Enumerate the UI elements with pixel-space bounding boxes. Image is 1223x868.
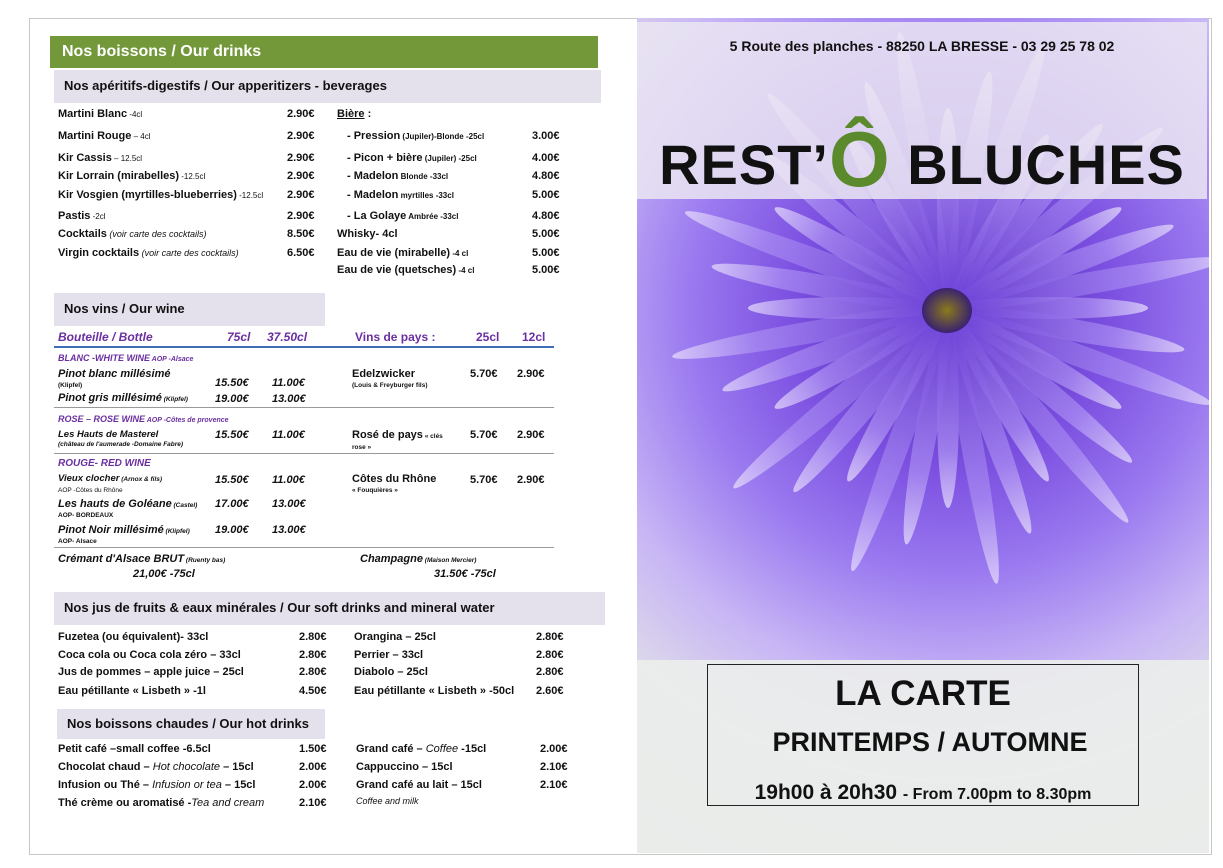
pinot-noir-37: 13.00€ — [272, 524, 306, 536]
soft-drink-price: 2.80€ — [299, 666, 327, 678]
cotes-25: 5.70€ — [470, 474, 498, 486]
vieux-name: Vieux clocher (Arnox & fils) — [58, 473, 163, 484]
hot-drink-item: Infusion ou Thé – Infusion or tea – 15cl — [58, 779, 256, 791]
cotes-name: Côtes du Rhône — [352, 473, 437, 485]
restaurant-address: 5 Route des planches - 88250 LA BRESSE - 03 29 25 78 02 — [729, 38, 1115, 54]
wine-head-12: 12cl — [522, 330, 546, 344]
cotes-12: 2.90€ — [517, 474, 545, 486]
beer-spirit-item: Whisky- 4cl — [337, 228, 398, 240]
pinot-noir-name: Pinot Noir millésimé (Klipfel) — [58, 524, 190, 536]
beer-spirit-item: - Picon + bière (Jupiler) -25cl — [347, 152, 477, 164]
rose-pays-name: Rosé de pays « clés — [352, 429, 443, 441]
aperitif-price: 2.90€ — [287, 130, 315, 142]
aperitif-price: 2.90€ — [287, 108, 315, 120]
aperitif-item: Kir Cassis – 12.5cl — [58, 152, 143, 164]
hot-drink-item: Grand café – Coffee -15cl — [356, 743, 487, 755]
soft-drink-price: 2.80€ — [536, 649, 564, 661]
edelzwicker-12: 2.90€ — [517, 368, 545, 380]
edelzwicker-25: 5.70€ — [470, 368, 498, 380]
pinot-gris-37: 13.00€ — [272, 393, 306, 405]
carte-title: LA CARTE — [835, 674, 1011, 713]
masterel-name: Les Hauts de Masterel — [58, 429, 159, 440]
aperitif-item: Pastis -2cl — [58, 210, 106, 222]
blanc-label: BLANC -WHITE WINE AOP -Alsace — [58, 353, 194, 363]
vieux-75: 15.50€ — [215, 474, 249, 486]
aperitif-item: Martini Rouge – 4cl — [58, 130, 151, 142]
beer-spirit-price: 5.00€ — [532, 247, 560, 259]
aperitif-price: 8.50€ — [287, 228, 315, 240]
pinot-gris-name: Pinot gris millésimé (Klipfel) — [58, 392, 188, 404]
beer-spirit-item: Eau de vie (mirabelle) -4 cl — [337, 247, 469, 259]
cremant-name: Crémant d'Alsace BRUT (Ruenty bas) — [58, 553, 226, 565]
soft-drink-item: Fuzetea (ou équivalent)- 33cl — [58, 631, 209, 643]
beer-spirit-price: 5.00€ — [532, 264, 560, 276]
hot-drink-price: 2.00€ — [299, 761, 327, 773]
wine-head-pays: Vins de pays : — [355, 330, 436, 344]
wine-rule-2 — [54, 453, 554, 454]
edelzwicker-name: Edelzwicker — [352, 368, 415, 380]
aperitif-item: Virgin cocktails (voir carte des cocktails) — [58, 247, 239, 259]
champagne-name: Champagne (Maison Mercier) — [360, 553, 477, 565]
wine-head-75: 75cl — [227, 330, 251, 344]
hot-section-title: Nos boissons chaudes / Our hot drinks — [57, 709, 325, 739]
aperitif-item: Martini Blanc -4cl — [58, 108, 143, 120]
wine-head-25: 25cl — [476, 330, 500, 344]
rose-pays-maker2: rose » — [352, 444, 372, 451]
soft-section-title: Nos jus de fruits & eaux minérales / Our soft drinks and mineral water — [54, 592, 605, 625]
soft-drink-item: Eau pétillante « Lisbeth » -50cl — [354, 685, 515, 697]
wine-head-rule — [54, 346, 554, 348]
flower-center — [922, 288, 972, 333]
wine-rule-1 — [54, 407, 554, 408]
pinot-noir-75: 19.00€ — [215, 524, 249, 536]
goleane-37: 13.00€ — [272, 498, 306, 510]
pinot-blanc-name: Pinot blanc millésimé — [58, 368, 171, 380]
masterel-maker: (château de l'aumerade -Domaine Fabre) — [58, 441, 184, 448]
aperitifs-section-title: Nos apéritifs-digestifs / Our apperitizers - beverages — [54, 70, 601, 103]
hot-drink-price: 2.10€ — [299, 797, 327, 809]
goleane-name: Les hauts de Goléane (Castel) — [58, 498, 198, 510]
aperitif-price: 2.90€ — [287, 210, 315, 222]
pinot-gris-75: 19.00€ — [215, 393, 249, 405]
aperitif-price: 2.90€ — [287, 152, 315, 164]
beer-spirit-item: - Madelon Blonde -33cl — [347, 170, 449, 182]
beer-spirit-price: 5.00€ — [532, 228, 560, 240]
soft-drink-price: 2.80€ — [299, 631, 327, 643]
goleane-75: 17.00€ — [215, 498, 249, 510]
beer-spirit-price: 3.00€ — [532, 130, 560, 142]
wine-section-title: Nos vins / Our wine — [54, 293, 325, 326]
hot-drink-item: Grand café au lait – 15cl — [356, 779, 482, 791]
soft-drink-price: 2.80€ — [536, 666, 564, 678]
soft-drink-price: 2.60€ — [536, 685, 564, 697]
pinot-blanc-maker: (Klipfel) — [58, 382, 83, 389]
beer-spirit-price: 4.80€ — [532, 210, 560, 222]
beer-spirit-item: - Madelon myrtilles -33cl — [347, 189, 454, 201]
pinot-blanc-75: 15.50€ — [215, 377, 249, 389]
aperitif-item: Kir Lorrain (mirabelles) -12.5cl — [58, 170, 206, 182]
soft-drink-price: 2.80€ — [536, 631, 564, 643]
hot-drink-price: 2.00€ — [299, 779, 327, 791]
carte-hours: 19h00 à 20h30 - From 7.00pm to 8.30pm — [754, 781, 1092, 804]
vieux-37: 11.00€ — [272, 474, 305, 486]
wine-head-bottle: Bouteille / Bottle — [58, 330, 153, 344]
beer-spirit-price: 5.00€ — [532, 189, 560, 201]
hot-drink-item: Cappuccino – 15cl — [356, 761, 453, 773]
aperitif-price: 2.90€ — [287, 189, 315, 201]
restaurant-logo: REST’Ô BLUCHES — [659, 115, 1185, 203]
beer-spirit-item: Eau de vie (quetsches) -4 cl — [337, 264, 475, 276]
hot-drink-item: Petit café –small coffee -6.5cl — [58, 743, 211, 755]
hot-drink-price: 2.00€ — [540, 743, 568, 755]
aperitif-item: Cocktails (voir carte des cocktails) — [58, 228, 207, 240]
rouge-label: ROUGE- RED WINE — [58, 458, 151, 469]
beer-spirit-item: - Pression (Jupiler)-Blonde -25cl — [347, 130, 485, 142]
aperitif-item: Kir Vosgien (myrtilles-blueberries) -12.5cl — [58, 189, 264, 201]
masterel-37: 11.00€ — [272, 429, 305, 441]
aperitif-price: 2.90€ — [287, 170, 315, 182]
aperitif-price: 6.50€ — [287, 247, 315, 259]
soft-drink-item: Orangina – 25cl — [354, 631, 436, 643]
beer-spirit-item: - La Golaye Ambrée -33cl — [347, 210, 459, 222]
soft-drink-item: Diabolo – 25cl — [354, 666, 428, 678]
wine-head-37: 37.50cl — [267, 330, 308, 344]
edelzwicker-maker: (Louis & Freyburger fils) — [352, 382, 428, 389]
champagne-price: 31.50€ -75cl — [434, 568, 496, 580]
masterel-75: 15.50€ — [215, 429, 249, 441]
hot-drink-item: Thé crème ou aromatisé -Tea and cream — [58, 797, 265, 809]
soft-drink-item: Coca cola ou Coca cola zéro – 33cl — [58, 649, 241, 661]
hot-drink-price: 1.50€ — [299, 743, 327, 755]
wine-rule-3 — [54, 547, 554, 548]
cotes-maker: « Fouquières » — [352, 487, 398, 494]
soft-drink-item: Perrier – 33cl — [354, 649, 424, 661]
drinks-header: Nos boissons / Our drinks — [50, 36, 598, 68]
pinot-blanc-37: 11.00€ — [272, 377, 305, 389]
hot-drink-price: 2.10€ — [540, 779, 568, 791]
biere-heading: Bière : — [337, 108, 372, 120]
soft-drink-item: Eau pétillante « Lisbeth » -1l — [58, 685, 206, 697]
cremant-price: 21,00€ -75cl — [133, 568, 195, 580]
soft-drink-item: Jus de pommes – apple juice – 25cl — [58, 666, 244, 678]
hot-drink-item: Chocolat chaud – Hot chocolate – 15cl — [58, 761, 254, 773]
rose-pays-25: 5.70€ — [470, 429, 498, 441]
soft-drink-price: 4.50€ — [299, 685, 327, 697]
soft-drink-price: 2.80€ — [299, 649, 327, 661]
pinot-noir-aop: AOP- Alsace — [58, 538, 97, 545]
rose-pays-12: 2.90€ — [517, 429, 545, 441]
goleane-aop: AOP- BORDEAUX — [58, 512, 114, 519]
beer-spirit-price: 4.80€ — [532, 170, 560, 182]
carte-season: PRINTEMPS / AUTOMNE — [772, 727, 1088, 757]
beer-spirit-price: 4.00€ — [532, 152, 560, 164]
rose-label: ROSE – ROSE WINE AOP -Côtes de provence — [58, 414, 229, 424]
hot-drink-note: Coffee and milk — [356, 796, 419, 806]
vieux-aop: AOP -Côtes du Rhône — [58, 487, 123, 494]
hot-drink-price: 2.10€ — [540, 761, 568, 773]
